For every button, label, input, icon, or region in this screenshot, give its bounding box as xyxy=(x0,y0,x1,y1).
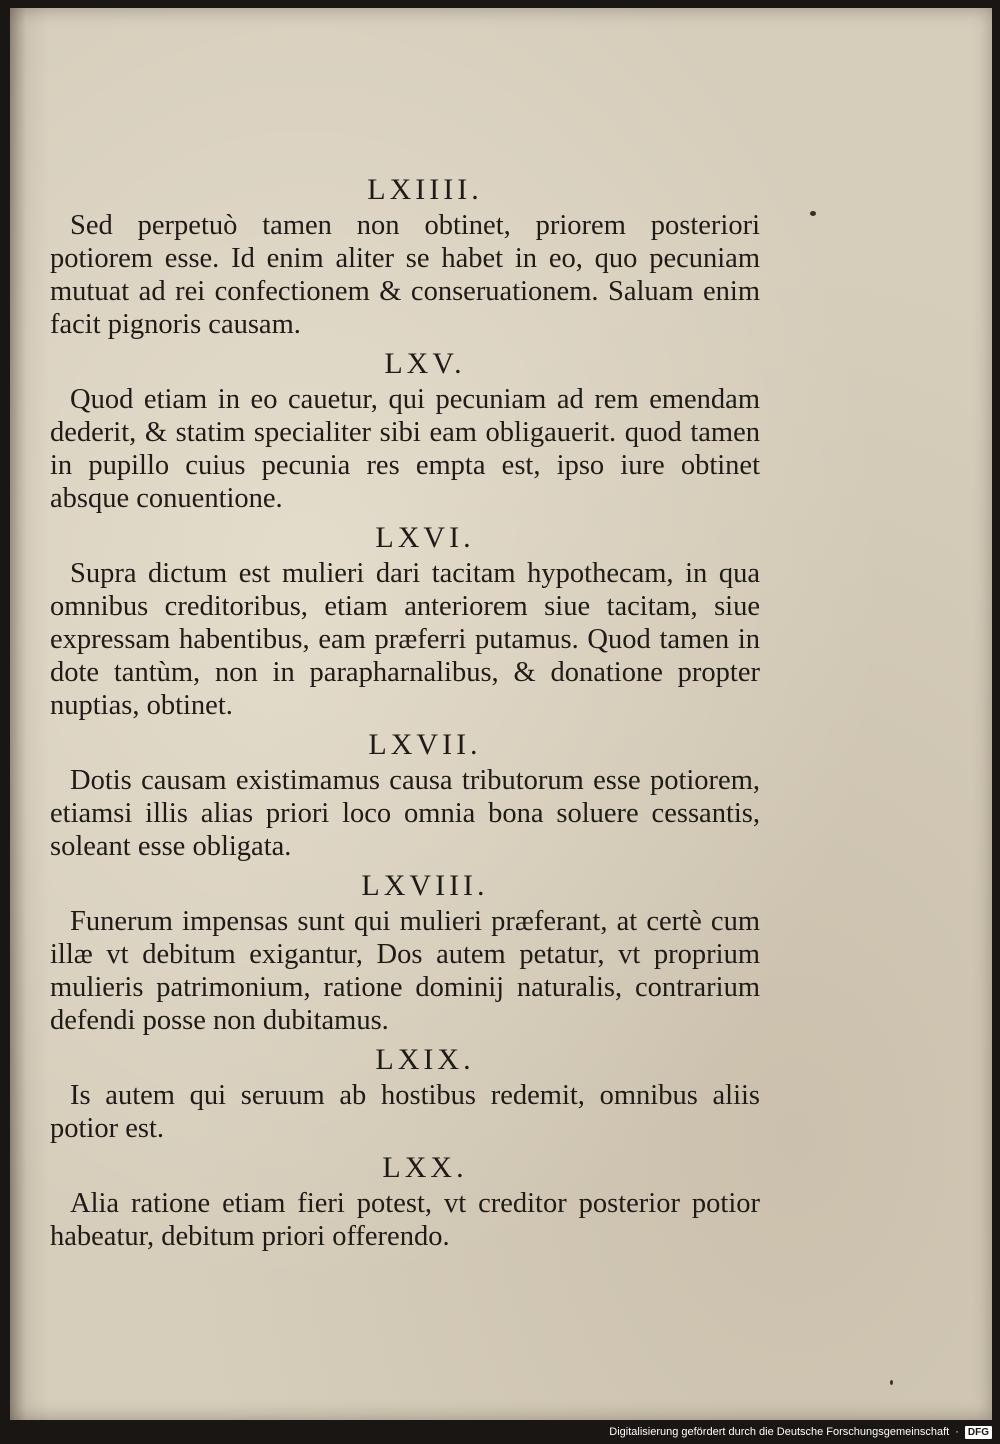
page-text xyxy=(50,168,760,1259)
section-heading: LXIIII. xyxy=(367,173,483,206)
section-paragraph: Supra dictum est mulieri dari tacitam hypothecam, in qua omnibus creditoribus, etiam anteriorem siue tacitam, siue expressam habentibus, eam præferri putamus. Quod tamen in dote tantùm, non in parapharnalibus, & donatione propter nuptias, obtinet. xyxy=(50,558,760,721)
book-page xyxy=(10,8,992,1420)
section-heading: LXVII. xyxy=(368,728,482,761)
paper-speck xyxy=(890,1380,893,1385)
section-lxvii xyxy=(50,728,760,863)
section-paragraph: Is autem qui seruum ab hostibus redemit, omnibus aliis potior est. xyxy=(50,1080,760,1144)
dfg-logo-icon: DFG xyxy=(965,1426,992,1439)
paper-speck xyxy=(810,211,816,216)
section-lxv xyxy=(50,347,760,515)
section-lxix xyxy=(50,1043,760,1145)
footer-separator: · xyxy=(955,1426,959,1438)
section-heading: LXIX. xyxy=(375,1043,475,1076)
section-paragraph: Funerum impensas sunt qui mulieri præferant, at certè cum illæ vt debitum exigantur, Dos autem petatur, vt proprium mulieris patrimonium, ratione dominij naturalis, contrarium defendi posse non dubitamus. xyxy=(50,906,760,1036)
section-lxx xyxy=(50,1151,760,1253)
section-paragraph: Quod etiam in eo cauetur, qui pecuniam ad rem emendam dederit, & statim specialiter sibi eam obligauerit. quod tamen in pupillo cuius pecunia res empta est, ipso iure obtinet absque conuentione. xyxy=(50,384,760,514)
section-heading: LXX. xyxy=(382,1151,468,1184)
section-lxiiii xyxy=(50,173,760,341)
section-lxvi xyxy=(50,521,760,722)
section-paragraph: Alia ratione etiam fieri potest, vt creditor posterior potior habeatur, debitum priori offerendo. xyxy=(50,1188,760,1252)
section-heading: LXV. xyxy=(384,347,466,380)
section-heading: LXVI. xyxy=(375,521,475,554)
section-paragraph: Sed perpetuò tamen non obtinet, priorem posteriori potiorem esse. Id enim aliter se habet in eo, quo pecuniam mutuat ad rei confectionem & conseruationem. Saluam enim facit pignoris causam. xyxy=(50,210,760,340)
section-lxviii xyxy=(50,869,760,1037)
funding-credit: Digitalisierung gefördert durch die Deutsche Forschungsgemeinschaft xyxy=(609,1426,950,1438)
section-paragraph: Dotis causam existimamus causa tributorum esse potiorem, etiamsi illis alias priori loco omnia bona soluere cessantis, soleant esse obligata. xyxy=(50,765,760,862)
digitization-footer xyxy=(609,1424,992,1440)
section-heading: LXVIII. xyxy=(361,869,489,902)
